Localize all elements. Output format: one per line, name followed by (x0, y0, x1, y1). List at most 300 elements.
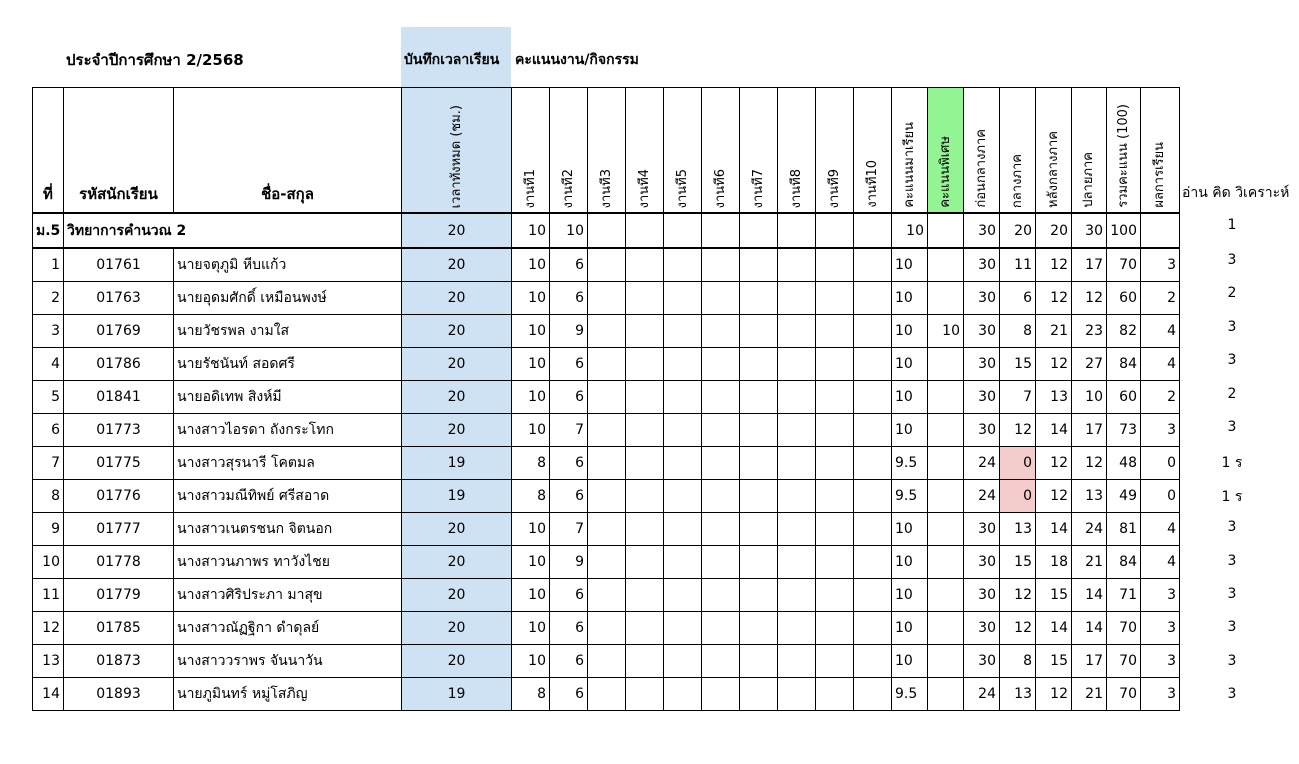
empty-task-cell (778, 645, 816, 678)
empty-task-cell (816, 381, 854, 414)
reading-value: 3 (1227, 252, 1237, 268)
hours: 20 (402, 579, 512, 612)
special-score (928, 348, 964, 381)
after-midterm-score: 12 (1036, 248, 1072, 282)
empty-task-cell (588, 678, 626, 711)
total-score: 71 (1107, 579, 1141, 612)
header-task6: งานที่6 (702, 88, 740, 214)
empty-task-cell (854, 282, 892, 315)
row-number: 3 (33, 315, 64, 348)
attendance-score: 10 (892, 348, 928, 381)
before-midterm-score: 30 (964, 414, 1000, 447)
empty-task-cell (778, 513, 816, 546)
attendance-score: 10 (892, 612, 928, 645)
empty-task-cell (626, 612, 664, 645)
before-midterm-score: 30 (964, 315, 1000, 348)
final-score: 13 (1072, 480, 1107, 513)
total-score: 48 (1107, 447, 1141, 480)
reading-value: 2 (1227, 385, 1237, 402)
header-grade: ผลการเรียน (1141, 88, 1180, 214)
empty-task-cell (626, 282, 664, 315)
empty-task-cell (588, 645, 626, 678)
after-midterm-score: 18 (1036, 546, 1072, 579)
special-score: 10 (928, 315, 964, 348)
header-special-score: คะแนนพิเศษ (928, 88, 964, 214)
final-score: 21 (1072, 546, 1107, 579)
empty-task-cell (778, 678, 816, 711)
midterm-score: 11 (1000, 248, 1036, 282)
header-task5: งานที่5 (664, 88, 702, 214)
attendance-score: 10 (892, 315, 928, 348)
empty-task-cell (740, 447, 778, 480)
empty-task-cell (626, 315, 664, 348)
subject-reading: 1 (1227, 217, 1237, 233)
empty-task-cell (816, 248, 854, 282)
row-number: 14 (33, 678, 64, 711)
empty-task-cell (702, 645, 740, 678)
empty-task-cell (702, 612, 740, 645)
header-task10: งานที่10 (854, 88, 892, 214)
empty-task-cell (740, 513, 778, 546)
after-midterm-score: 12 (1036, 678, 1072, 711)
subject-before-mid: 30 (964, 213, 1000, 248)
student-name: นางสาวณัฏฐิกา ดำดุลย์ (174, 612, 402, 645)
header-midterm: กลางภาค (1000, 88, 1036, 214)
total-score: 73 (1107, 414, 1141, 447)
table-row (33, 645, 1180, 678)
table-row (33, 513, 1180, 546)
final-score: 12 (1072, 282, 1107, 315)
empty-task-cell (702, 381, 740, 414)
table-row (33, 414, 1180, 447)
empty-task-cell (778, 414, 816, 447)
student-name: นายภูมินทร์ หมู่โสภิญ (174, 678, 402, 711)
empty-task-cell (702, 348, 740, 381)
subject-task1: 10 (512, 213, 550, 248)
task2-score: 6 (550, 645, 588, 678)
attendance-score: 10 (892, 414, 928, 447)
empty-task-cell (664, 579, 702, 612)
total-score: 81 (1107, 513, 1141, 546)
empty-task-cell (626, 447, 664, 480)
grade: 3 (1141, 645, 1180, 678)
task1-score: 8 (512, 480, 550, 513)
empty-task-cell (626, 678, 664, 711)
grade: 2 (1141, 381, 1180, 414)
header-attendance-score: คะแนนมาเรียน (892, 88, 928, 214)
empty-task-cell (702, 282, 740, 315)
academic-year-title: ประจำปีการศึกษา 2/2568 (66, 51, 244, 69)
after-midterm-score: 21 (1036, 315, 1072, 348)
before-midterm-score: 30 (964, 248, 1000, 282)
hours: 19 (402, 480, 512, 513)
student-name: นายอดิเทพ สิงห์มี (174, 381, 402, 414)
empty-task-cell (626, 579, 664, 612)
subject-total: 100 (1107, 213, 1141, 248)
reading-value: 1 ร (1221, 455, 1243, 472)
student-id: 01761 (64, 248, 174, 282)
total-score: 82 (1107, 315, 1141, 348)
empty-task-cell (626, 348, 664, 381)
special-score (928, 579, 964, 612)
before-midterm-score: 30 (964, 381, 1000, 414)
student-name: นางสาวเนตรชนก จิตนอก (174, 513, 402, 546)
attendance-score: 10 (892, 546, 928, 579)
empty-task-cell (816, 579, 854, 612)
empty-task-cell (626, 480, 664, 513)
after-midterm-score: 14 (1036, 513, 1072, 546)
total-score: 70 (1107, 678, 1141, 711)
special-score (928, 678, 964, 711)
after-midterm-score: 12 (1036, 348, 1072, 381)
empty-task-cell (740, 612, 778, 645)
grade: 3 (1141, 612, 1180, 645)
empty-task-cell (778, 612, 816, 645)
before-midterm-score: 24 (964, 480, 1000, 513)
before-midterm-score: 30 (964, 513, 1000, 546)
empty-task-cell (816, 546, 854, 579)
hours: 19 (402, 678, 512, 711)
table-row (33, 480, 1180, 513)
reading-value: 3 (1227, 318, 1237, 335)
empty-task-cell (664, 480, 702, 513)
empty-task-cell (702, 579, 740, 612)
empty-task-cell (588, 381, 626, 414)
task1-score: 10 (512, 381, 550, 414)
empty-task-cell (664, 513, 702, 546)
empty-task-cell (664, 414, 702, 447)
reading-header: อ่าน คิด วิเคราะห์ (1182, 185, 1290, 201)
midterm-score: 6 (1000, 282, 1036, 315)
special-score (928, 414, 964, 447)
grade: 3 (1141, 678, 1180, 711)
table-row (33, 381, 1180, 414)
empty-task-cell (664, 348, 702, 381)
grade: 3 (1141, 579, 1180, 612)
empty-task-cell (740, 381, 778, 414)
task1-score: 10 (512, 579, 550, 612)
row-number: 13 (33, 645, 64, 678)
attendance-score: 9.5 (892, 480, 928, 513)
student-name: นายวัชรพล งามใส (174, 315, 402, 348)
student-id: 01763 (64, 282, 174, 315)
empty-task-cell (740, 315, 778, 348)
attendance-score: 10 (892, 513, 928, 546)
empty-task-cell (626, 513, 664, 546)
row-number: 5 (33, 381, 64, 414)
subject-name: วิทยาการคำนวณ 2 (64, 213, 402, 248)
empty-task-cell (740, 678, 778, 711)
empty-task-cell (854, 678, 892, 711)
task1-score: 10 (512, 546, 550, 579)
empty-task-cell (778, 480, 816, 513)
after-midterm-score: 15 (1036, 645, 1072, 678)
empty-task-cell (702, 447, 740, 480)
grade: 0 (1141, 480, 1180, 513)
midterm-score: 12 (1000, 414, 1036, 447)
student-id: 01785 (64, 612, 174, 645)
subject-level: ม.5 (33, 213, 64, 248)
empty-task-cell (854, 447, 892, 480)
empty-task-cell (854, 414, 892, 447)
row-number: 12 (33, 612, 64, 645)
table-row (33, 248, 1180, 282)
hours: 19 (402, 447, 512, 480)
empty-task-cell (664, 447, 702, 480)
midterm-score: 13 (1000, 513, 1036, 546)
empty-task-cell (778, 282, 816, 315)
task1-score: 8 (512, 678, 550, 711)
attendance-score: 9.5 (892, 447, 928, 480)
header-task3: งานที่3 (588, 88, 626, 214)
before-midterm-score: 30 (964, 282, 1000, 315)
grade: 3 (1141, 414, 1180, 447)
student-id: 01776 (64, 480, 174, 513)
table-row (33, 546, 1180, 579)
task1-score: 10 (512, 513, 550, 546)
after-midterm-score: 12 (1036, 282, 1072, 315)
total-score: 60 (1107, 381, 1141, 414)
header-task2: งานที่2 (550, 88, 588, 214)
before-midterm-score: 30 (964, 546, 1000, 579)
empty-task-cell (588, 282, 626, 315)
grade: 4 (1141, 348, 1180, 381)
final-score: 21 (1072, 678, 1107, 711)
empty-task-cell (664, 546, 702, 579)
student-id: 01893 (64, 678, 174, 711)
empty-task-cell (740, 348, 778, 381)
midterm-score: 8 (1000, 645, 1036, 678)
before-midterm-score: 30 (964, 348, 1000, 381)
final-score: 14 (1072, 612, 1107, 645)
table-row (33, 579, 1180, 612)
hours: 20 (402, 645, 512, 678)
header-name: ชื่อ-สกุล (174, 88, 402, 214)
subject-after-mid: 20 (1036, 213, 1072, 248)
total-score: 49 (1107, 480, 1141, 513)
reading-value: 3 (1227, 419, 1237, 435)
reading-value: 3 (1227, 686, 1237, 703)
task1-score: 10 (512, 414, 550, 447)
row-number: 8 (33, 480, 64, 513)
table-row (33, 447, 1180, 480)
empty-task-cell (588, 414, 626, 447)
empty-task-cell (702, 414, 740, 447)
reading-value: 3 (1227, 352, 1237, 369)
grade: 4 (1141, 546, 1180, 579)
reading-value: 3 (1227, 619, 1237, 636)
empty-task-cell (664, 315, 702, 348)
table-row (33, 282, 1180, 315)
empty-task-cell (664, 248, 702, 282)
empty-task-cell (588, 579, 626, 612)
header-before-midterm: ก่อนกลางภาค (964, 88, 1000, 214)
empty-task-cell (740, 579, 778, 612)
student-name: นางสาวนภาพร ทาวังไชย (174, 546, 402, 579)
empty-task-cell (854, 513, 892, 546)
attendance-score: 10 (892, 248, 928, 282)
midterm-score: 0 (1000, 447, 1036, 480)
subject-final: 30 (1072, 213, 1107, 248)
special-score (928, 645, 964, 678)
before-midterm-score: 30 (964, 645, 1000, 678)
row-number: 10 (33, 546, 64, 579)
hours: 20 (402, 282, 512, 315)
empty-task-cell (854, 381, 892, 414)
task1-score: 10 (512, 612, 550, 645)
reading-value: 3 (1227, 652, 1237, 669)
empty-task-cell (702, 678, 740, 711)
attendance-score: 10 (892, 645, 928, 678)
empty-task-cell (816, 513, 854, 546)
task2-score: 6 (550, 612, 588, 645)
empty-task-cell (588, 546, 626, 579)
empty-task-cell (816, 645, 854, 678)
empty-task-cell (816, 447, 854, 480)
subject-task2: 10 (550, 213, 588, 248)
task1-score: 10 (512, 282, 550, 315)
grade-sheet-table (32, 87, 1180, 711)
empty-task-cell (702, 315, 740, 348)
subject-row (33, 213, 1180, 248)
empty-task-cell (854, 546, 892, 579)
row-number: 1 (33, 248, 64, 282)
special-score (928, 447, 964, 480)
after-midterm-score: 12 (1036, 447, 1072, 480)
task1-score: 8 (512, 447, 550, 480)
after-midterm-score: 14 (1036, 612, 1072, 645)
empty-task-cell (854, 612, 892, 645)
table-row (33, 678, 1180, 711)
empty-task-cell (854, 315, 892, 348)
hours: 20 (402, 248, 512, 282)
student-name: นางสาวมณีทิพย์ ศรีสอาด (174, 480, 402, 513)
midterm-score: 12 (1000, 579, 1036, 612)
student-id: 01786 (64, 348, 174, 381)
empty-task-cell (588, 513, 626, 546)
grade: 0 (1141, 447, 1180, 480)
row-number: 6 (33, 414, 64, 447)
student-name: นายจตุภูมิ หีบแก้ว (174, 248, 402, 282)
final-score: 23 (1072, 315, 1107, 348)
attendance-score: 10 (892, 579, 928, 612)
after-midterm-score: 13 (1036, 381, 1072, 414)
empty-task-cell (702, 546, 740, 579)
subject-hours: 20 (402, 213, 512, 248)
header-student-id: รหัสนักเรียน (64, 88, 174, 214)
header-after-midterm: หลังกลางภาค (1036, 88, 1072, 214)
student-id: 01841 (64, 381, 174, 414)
reading-value: 3 (1227, 552, 1237, 569)
table-row (33, 348, 1180, 381)
task2-score: 6 (550, 348, 588, 381)
task2-score: 7 (550, 513, 588, 546)
empty-task-cell (588, 447, 626, 480)
midterm-score: 15 (1000, 348, 1036, 381)
attendance-score: 9.5 (892, 678, 928, 711)
task2-score: 6 (550, 447, 588, 480)
header-final: ปลายภาค (1072, 88, 1107, 214)
empty-task-cell (816, 678, 854, 711)
empty-task-cell (626, 381, 664, 414)
empty-task-cell (816, 480, 854, 513)
empty-task-cell (588, 248, 626, 282)
total-score: 70 (1107, 248, 1141, 282)
empty-task-cell (626, 645, 664, 678)
row-number: 4 (33, 348, 64, 381)
final-score: 27 (1072, 348, 1107, 381)
special-score (928, 248, 964, 282)
empty-task-cell (854, 248, 892, 282)
final-score: 17 (1072, 248, 1107, 282)
empty-task-cell (854, 645, 892, 678)
midterm-score: 0 (1000, 480, 1036, 513)
student-id: 01779 (64, 579, 174, 612)
hours: 20 (402, 414, 512, 447)
final-score: 12 (1072, 447, 1107, 480)
student-name: นางสาวสุรนารี โคตมล (174, 447, 402, 480)
row-number: 9 (33, 513, 64, 546)
header-task8: งานที่8 (778, 88, 816, 214)
row-number: 2 (33, 282, 64, 315)
task2-score: 6 (550, 248, 588, 282)
task2-score: 9 (550, 546, 588, 579)
empty-task-cell (816, 612, 854, 645)
empty-task-cell (588, 480, 626, 513)
empty-task-cell (626, 546, 664, 579)
final-score: 17 (1072, 645, 1107, 678)
task1-score: 10 (512, 348, 550, 381)
subject-midterm: 20 (1000, 213, 1036, 248)
student-name: นางสาวศิริประภา มาสุข (174, 579, 402, 612)
header-total-hours: เวลาทั้งหมด (ชม.) (402, 88, 512, 214)
empty-task-cell (702, 480, 740, 513)
total-score: 84 (1107, 348, 1141, 381)
empty-task-cell (778, 546, 816, 579)
grade: 3 (1141, 248, 1180, 282)
row-number: 11 (33, 579, 64, 612)
student-name: นายอุดมศักดิ์ เหมือนพงษ์ (174, 282, 402, 315)
empty-task-cell (778, 348, 816, 381)
empty-task-cell (664, 645, 702, 678)
reading-value: 1 ร (1221, 488, 1243, 505)
midterm-score: 15 (1000, 546, 1036, 579)
special-score (928, 480, 964, 513)
special-score (928, 282, 964, 315)
after-midterm-score: 14 (1036, 414, 1072, 447)
empty-task-cell (778, 315, 816, 348)
empty-task-cell (854, 579, 892, 612)
hours: 20 (402, 381, 512, 414)
task2-score: 6 (550, 579, 588, 612)
special-score (928, 513, 964, 546)
grade: 2 (1141, 282, 1180, 315)
total-score: 70 (1107, 612, 1141, 645)
empty-task-cell (816, 282, 854, 315)
midterm-score: 13 (1000, 678, 1036, 711)
before-midterm-score: 30 (964, 612, 1000, 645)
task1-score: 10 (512, 248, 550, 282)
hours: 20 (402, 612, 512, 645)
student-name: นางสาวไอรดา ถังกระโทก (174, 414, 402, 447)
midterm-score: 8 (1000, 315, 1036, 348)
grade: 4 (1141, 315, 1180, 348)
empty-task-cell (854, 348, 892, 381)
grade: 4 (1141, 513, 1180, 546)
before-midterm-score: 24 (964, 678, 1000, 711)
empty-task-cell (854, 480, 892, 513)
empty-task-cell (664, 282, 702, 315)
